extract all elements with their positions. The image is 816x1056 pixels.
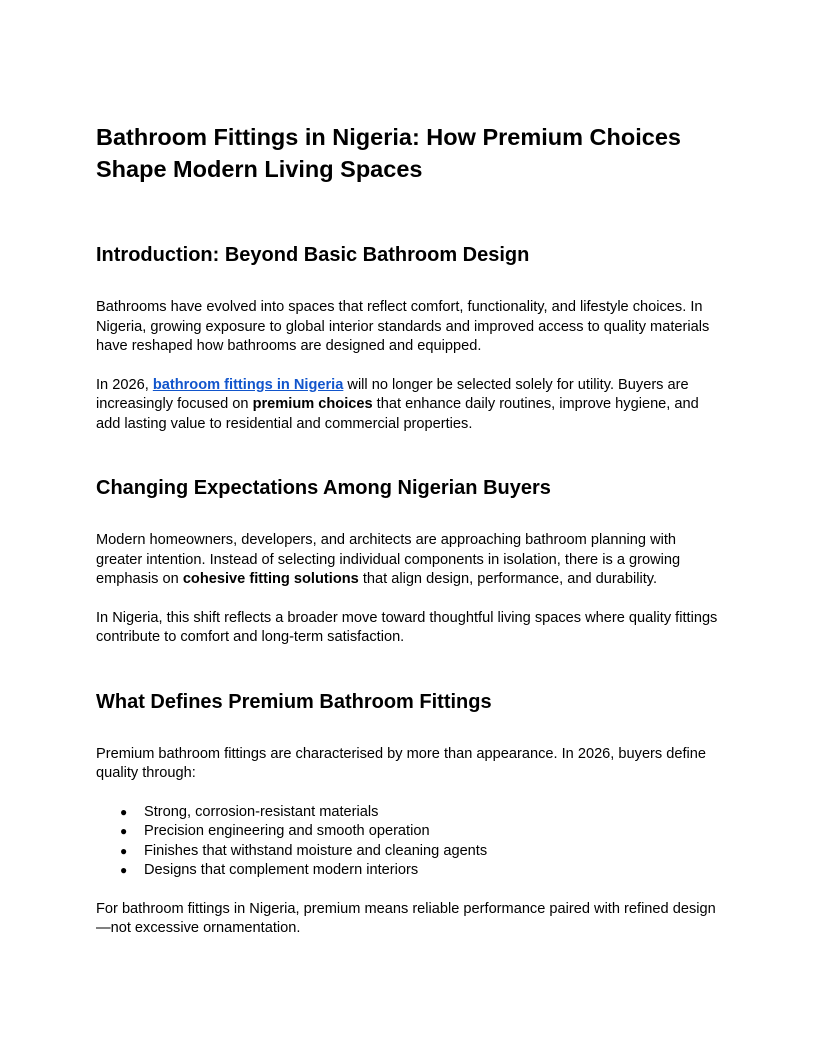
text-run: In 2026, xyxy=(96,376,153,393)
text-run: that align design, performance, and durability. xyxy=(358,571,658,587)
section-heading-introduction: Introduction: Beyond Basic Bathroom Design xyxy=(96,244,530,266)
bullet-icon: ● xyxy=(120,824,128,838)
paragraph: For bathroom fittings in Nigeria, premium means reliable performance paired with refined design—not excessive ornamentation. xyxy=(96,900,716,936)
bullet-icon: ● xyxy=(120,804,128,819)
list-item xyxy=(120,842,720,862)
list-item-text: Designs that complement modern interiors xyxy=(144,862,419,878)
paragraph xyxy=(96,376,720,435)
paragraph: Premium bathroom fittings are characterised by more than appearance. In 2026, buyers define quality through: xyxy=(96,745,707,781)
document-title: Bathroom Fittings in Nigeria: How Premium Choices Shape Modern Living Spaces xyxy=(96,124,681,182)
list-item-text: Precision engineering and smooth operation xyxy=(144,823,430,839)
list-item xyxy=(120,861,720,881)
bathroom-fittings-link[interactable]: bathroom fittings in Nigeria xyxy=(152,376,344,393)
text-run: Modern homeowners, developers, and architects are approaching bathroom planning with greater intention. Instead of selecting individual components in isolation, there is a growing emphasis on xyxy=(96,532,681,587)
section-heading-changing-expectations: Changing Expectations Among Nigerian Buyers xyxy=(96,477,551,499)
bullet-icon: ● xyxy=(120,843,128,858)
bullet-list xyxy=(96,803,720,881)
section-heading-premium-fittings: What Defines Premium Bathroom Fittings xyxy=(96,690,492,713)
paragraph xyxy=(96,531,720,590)
bold-text: premium choices xyxy=(252,396,373,412)
list-item-text: Finishes that withstand moisture and cleaning agents xyxy=(144,842,488,859)
list-item xyxy=(120,822,720,842)
paragraph: Bathrooms have evolved into spaces that reflect comfort, functionality, and lifestyle choices. In Nigeria, growing exposure to global interior standards and improved access to quality materials have reshaped how bathrooms are designed and equipped. xyxy=(96,299,710,354)
bold-text: cohesive fitting solutions xyxy=(182,571,359,587)
list-item-text: Strong, corrosion-resistant materials xyxy=(144,803,379,820)
text-run: that enhance daily routines, improve hygiene, and add lasting value to residential and commercial properties. xyxy=(96,396,699,432)
list-item xyxy=(120,803,720,823)
text-run: will no longer be selected solely for utility. Buyers are increasingly focused on xyxy=(96,376,689,412)
paragraph: In Nigeria, this shift reflects a broader move toward thoughtful living spaces where quality fittings contribute to comfort and long-term satisfaction. xyxy=(96,609,718,645)
bullet-icon: ● xyxy=(120,863,128,877)
